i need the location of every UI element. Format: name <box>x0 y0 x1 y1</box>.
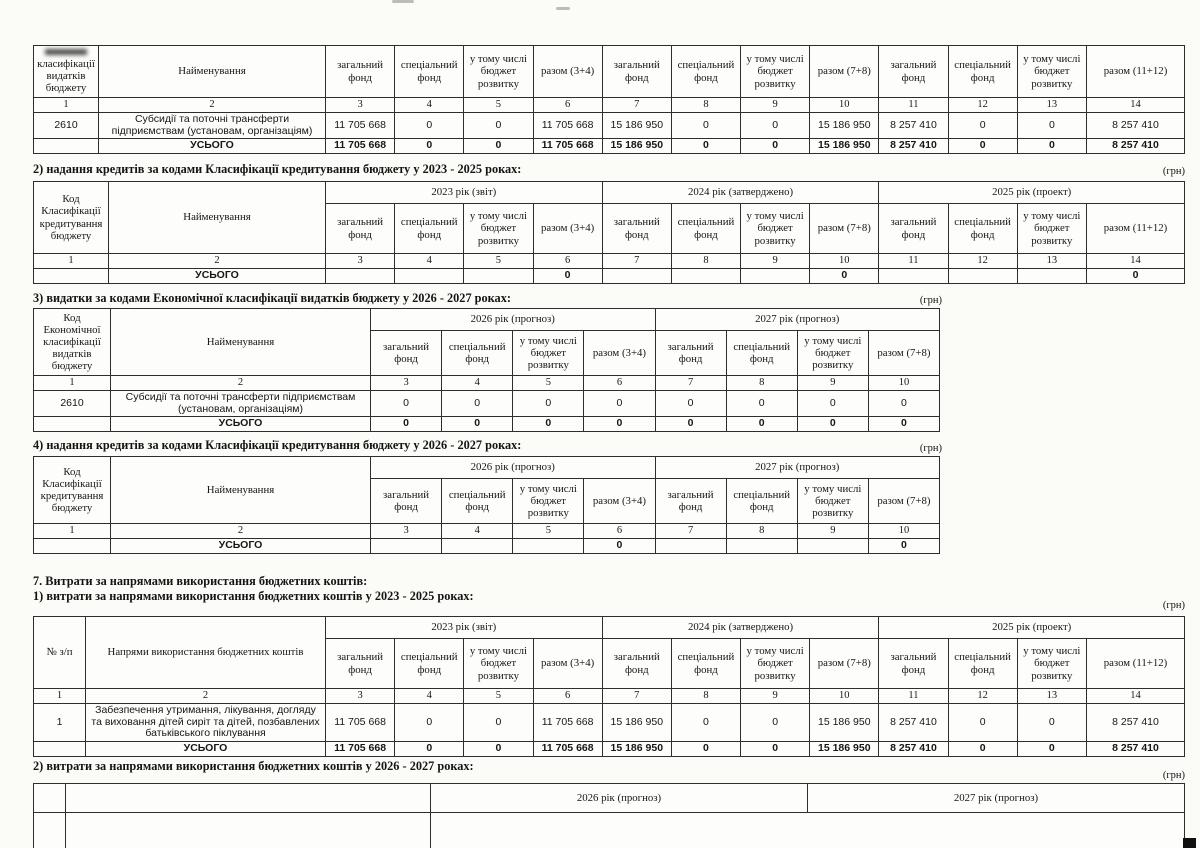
value-cell: 8 257 410 <box>879 112 948 139</box>
column-number: 7 <box>655 376 726 391</box>
column-number: 3 <box>326 254 395 269</box>
column-number: 10 <box>868 524 939 539</box>
total-value: 0 <box>671 139 740 154</box>
total-value: 0 <box>671 742 740 757</box>
total-value: 8 257 410 <box>879 139 948 154</box>
spending-directions-2026-2027-table <box>33 783 1185 848</box>
name-col-header: Найменування <box>99 46 326 98</box>
total-value: 0 <box>513 417 584 432</box>
column-number: 7 <box>655 524 726 539</box>
table-2-container <box>33 181 1185 284</box>
fund-header: спеціальний фонд <box>442 331 513 376</box>
column-number: 14 <box>1086 254 1184 269</box>
value-cell: 0 <box>464 703 533 741</box>
total-value <box>464 268 533 283</box>
total-value <box>741 268 810 283</box>
empty-cell <box>34 417 111 432</box>
column-number: 14 <box>1086 689 1184 704</box>
fund-header: загальний фонд <box>655 479 726 524</box>
total-value: 8 257 410 <box>1086 742 1184 757</box>
currency-note: (грн) <box>919 295 942 306</box>
section-7-2-heading: 2) витрати за напрямами використання бюджетних коштів у 2026 - 2027 роках: <box>33 759 474 773</box>
column-number: 2 <box>111 376 371 391</box>
column-number: 9 <box>741 98 810 113</box>
column-number: 4 <box>395 98 464 113</box>
value-cell: 0 <box>513 390 584 417</box>
column-number: 14 <box>1087 98 1185 113</box>
column-number: 7 <box>602 98 671 113</box>
name-col-header: Найменування <box>109 182 326 254</box>
total-value: 0 <box>868 417 939 432</box>
fund-header: у тому числі бюджет розвитку <box>513 331 584 376</box>
fund-header: спеціальний фонд <box>948 204 1017 254</box>
fund-header: у тому числі бюджет розвитку <box>464 46 533 98</box>
column-number: 3 <box>371 376 442 391</box>
value-cell: 15 186 950 <box>602 703 671 741</box>
column-number: 8 <box>726 376 797 391</box>
total-value: 0 <box>442 417 513 432</box>
fund-header: у тому числі бюджет розвитку <box>1017 204 1086 254</box>
value-cell: 15 186 950 <box>810 703 879 741</box>
column-number: 4 <box>442 376 513 391</box>
column-number: 9 <box>741 254 810 269</box>
total-value: 0 <box>655 417 726 432</box>
fund-header: спеціальний фонд <box>671 204 740 254</box>
fund-header: загальний фонд <box>602 639 671 689</box>
fund-header: разом (3+4) <box>533 204 602 254</box>
total-value: 0 <box>584 417 655 432</box>
credits-classification-2026-2027-table <box>33 456 940 554</box>
fund-header: спеціальний фонд <box>726 331 797 376</box>
column-number: 6 <box>533 689 602 704</box>
fund-header: разом (3+4) <box>533 639 602 689</box>
year-group-header: 2027 рік (прогноз) <box>655 457 940 479</box>
spending-directions-2023-2025-table <box>33 616 1185 757</box>
value-cell: 0 <box>741 112 810 139</box>
year-group-header: 2027 рік (прогноз) <box>655 309 940 331</box>
total-value: 15 186 950 <box>602 742 671 757</box>
name-cell: Забезпечення утримання, лікування, догляду та виховання дітей сиріт та дітей, позбавлених батьківського піклування <box>86 703 326 741</box>
fund-header: у тому числі бюджет розвитку <box>797 479 868 524</box>
column-number: 8 <box>671 98 740 113</box>
year-group-header: 2024 рік (затверджено) <box>602 617 879 639</box>
value-cell: 0 <box>1017 703 1086 741</box>
name-col-header: Напрями використання бюджетних коштів <box>86 617 326 689</box>
fund-header: разом (3+4) <box>584 331 655 376</box>
fund-header: загальний фонд <box>326 639 395 689</box>
value-cell: 0 <box>948 112 1017 139</box>
column-number: 9 <box>797 376 868 391</box>
section-7-heading: 7. Витрати за напрямами використання бюджетних коштів: <box>33 574 368 588</box>
total-value: 0 <box>1086 268 1184 283</box>
fund-header: разом (7+8) <box>868 331 939 376</box>
table-6-container <box>33 783 1185 848</box>
year-group-header: 2026 рік (прогноз) <box>371 457 656 479</box>
total-value: 11 705 668 <box>533 139 602 154</box>
total-value <box>326 268 395 283</box>
fund-header: загальний фонд <box>655 331 726 376</box>
currency-note: (грн) <box>919 443 942 454</box>
value-cell: 11 705 668 <box>533 703 602 741</box>
value-cell: 8 257 410 <box>879 703 948 741</box>
fund-header: разом (7+8) <box>810 639 879 689</box>
fund-header: спеціальний фонд <box>671 46 740 98</box>
fund-header: загальний фонд <box>879 204 948 254</box>
first-col-header: Код Класифікації кредитування бюджету <box>34 457 111 524</box>
section-2-heading: 2) надання кредитів за кодами Класифікації кредитування бюджету у 2023 - 2025 роках: <box>33 162 522 176</box>
currency-note: (грн) <box>1162 770 1185 781</box>
fund-header: спеціальний фонд <box>948 46 1017 98</box>
name-col-header: Найменування <box>111 309 371 376</box>
total-value: 11 705 668 <box>533 742 602 757</box>
year-group-header: 2023 рік (звіт) <box>326 182 603 204</box>
column-number: 12 <box>948 254 1017 269</box>
fund-header: у тому числі бюджет розвитку <box>741 639 810 689</box>
fund-header: у тому числі бюджет розвитку <box>464 204 533 254</box>
table-3-container <box>33 308 940 432</box>
column-number: 5 <box>464 98 533 113</box>
fund-header: загальний фонд <box>602 204 671 254</box>
column-number: 13 <box>1017 98 1086 113</box>
fund-header: загальний фонд <box>371 479 442 524</box>
cut-region <box>431 813 1185 848</box>
value-cell: 0 <box>948 703 1017 741</box>
column-number: 5 <box>513 524 584 539</box>
fund-header: разом (7+8) <box>810 204 879 254</box>
empty-cell <box>34 268 109 283</box>
value-cell: 0 <box>868 390 939 417</box>
code-cell: 1 <box>34 703 86 741</box>
total-label: УСЬОГО <box>111 538 371 553</box>
total-value: 0 <box>464 742 533 757</box>
first-col-header: Код Економічної класифікації видатків бюджету <box>34 309 111 376</box>
total-value: 15 186 950 <box>810 139 879 154</box>
fund-header: разом (7+8) <box>868 479 939 524</box>
first-col-header <box>34 784 66 813</box>
first-col-header: Код Класифікації кредитування бюджету <box>34 182 109 254</box>
column-number: 4 <box>395 689 464 704</box>
scan-artifact <box>556 7 570 10</box>
name-cell: Субсидії та поточні трансферти підприємствам (установам, організаціям) <box>111 390 371 417</box>
column-number: 10 <box>810 689 879 704</box>
column-number: 3 <box>326 689 395 704</box>
column-number: 2 <box>111 524 371 539</box>
column-number: 2 <box>99 98 326 113</box>
value-cell: 0 <box>395 703 464 741</box>
scan-corner-mark <box>1183 838 1196 848</box>
total-value: 0 <box>464 139 533 154</box>
value-cell: 0 <box>584 390 655 417</box>
fund-header: разом (3+4) <box>584 479 655 524</box>
value-cell: 0 <box>671 112 740 139</box>
column-number: 6 <box>584 524 655 539</box>
column-number: 6 <box>584 376 655 391</box>
column-number: 2 <box>109 254 326 269</box>
total-value <box>371 538 442 553</box>
column-number: 3 <box>326 98 395 113</box>
year-group-header: 2027 рік (прогноз) <box>808 784 1185 813</box>
total-value: 0 <box>741 742 810 757</box>
column-number: 13 <box>1017 254 1086 269</box>
scan-artifact <box>392 0 414 3</box>
total-label: УСЬОГО <box>99 139 326 154</box>
total-value <box>948 268 1017 283</box>
fund-header: загальний фонд <box>879 639 948 689</box>
total-value: 0 <box>533 268 602 283</box>
fund-header: загальний фонд <box>602 46 671 98</box>
fund-header: спеціальний фонд <box>442 479 513 524</box>
total-value: 0 <box>1017 742 1086 757</box>
value-cell: 0 <box>371 390 442 417</box>
column-number: 1 <box>34 254 109 269</box>
total-value <box>513 538 584 553</box>
total-value <box>879 268 948 283</box>
total-value <box>726 538 797 553</box>
total-value <box>602 268 671 283</box>
column-number: 9 <box>741 689 810 704</box>
value-cell: 0 <box>741 703 810 741</box>
name-col-header <box>66 784 431 813</box>
total-value <box>671 268 740 283</box>
total-value: 0 <box>741 139 810 154</box>
column-number: 11 <box>879 689 948 704</box>
value-cell: 0 <box>442 390 513 417</box>
column-number: 4 <box>395 254 464 269</box>
total-value <box>442 538 513 553</box>
column-number: 7 <box>602 254 671 269</box>
column-number: 13 <box>1017 689 1086 704</box>
total-value: 0 <box>584 538 655 553</box>
name-col-header: Найменування <box>111 457 371 524</box>
total-value: 15 186 950 <box>810 742 879 757</box>
total-value: 0 <box>948 139 1017 154</box>
column-number: 5 <box>464 689 533 704</box>
column-number: 7 <box>602 689 671 704</box>
fund-header: спеціальний фонд <box>948 639 1017 689</box>
empty-cell <box>34 742 86 757</box>
column-number: 9 <box>797 524 868 539</box>
value-cell: 0 <box>797 390 868 417</box>
column-number: 11 <box>879 98 948 113</box>
column-number: 5 <box>464 254 533 269</box>
fund-header: у тому числі бюджет розвитку <box>741 46 810 98</box>
total-value: 0 <box>1017 139 1086 154</box>
total-value <box>1017 268 1086 283</box>
fund-header: разом (11+12) <box>1086 204 1184 254</box>
column-number: 11 <box>879 254 948 269</box>
column-number: 1 <box>34 376 111 391</box>
code-cell: 2610 <box>34 390 111 417</box>
year-group-header: 2026 рік (прогноз) <box>371 309 656 331</box>
value-cell: 11 705 668 <box>533 112 602 139</box>
fund-header: у тому числі бюджет розвитку <box>1017 639 1086 689</box>
fund-header: спеціальний фонд <box>395 204 464 254</box>
column-number: 8 <box>671 689 740 704</box>
expenditures-economic-classification-2023-2025-table <box>33 45 1185 154</box>
value-cell: 8 257 410 <box>1086 703 1184 741</box>
column-number: 6 <box>533 98 602 113</box>
column-number: 3 <box>371 524 442 539</box>
fund-header: разом (3+4) <box>533 46 602 98</box>
total-value: 0 <box>868 538 939 553</box>
fund-header: спеціальний фонд <box>671 639 740 689</box>
value-cell: 0 <box>671 703 740 741</box>
total-value: 8 257 410 <box>1087 139 1185 154</box>
fund-header: у тому числі бюджет розвитку <box>741 204 810 254</box>
code-cell: 2610 <box>34 112 99 139</box>
year-group-header: 2025 рік (проект) <box>879 182 1185 204</box>
fund-header: загальний фонд <box>326 46 395 98</box>
total-value: 11 705 668 <box>326 742 395 757</box>
first-col-header: класифікації видатків бюджету <box>34 46 99 98</box>
total-value: 0 <box>726 417 797 432</box>
fund-header: разом (11+12) <box>1086 639 1184 689</box>
table-4-container <box>33 456 940 554</box>
fund-header: у тому числі бюджет розвитку <box>464 639 533 689</box>
fund-header: спеціальний фонд <box>726 479 797 524</box>
value-cell: 15 186 950 <box>810 112 879 139</box>
total-value <box>797 538 868 553</box>
value-cell: 0 <box>464 112 533 139</box>
cut-cell <box>66 813 431 848</box>
total-value: 0 <box>395 742 464 757</box>
fund-header: у тому числі бюджет розвитку <box>1017 46 1086 98</box>
empty-cell <box>34 538 111 553</box>
value-cell: 0 <box>726 390 797 417</box>
total-label: УСЬОГО <box>111 417 371 432</box>
fund-header: спеціальний фонд <box>395 46 464 98</box>
cut-cell <box>34 813 66 848</box>
column-number: 12 <box>948 689 1017 704</box>
total-value: 15 186 950 <box>602 139 671 154</box>
table-1-container <box>33 45 1185 154</box>
currency-note: (грн) <box>1162 600 1185 611</box>
total-value: 8 257 410 <box>879 742 948 757</box>
empty-cell <box>34 139 99 154</box>
column-number: 2 <box>86 689 326 704</box>
total-value: 0 <box>371 417 442 432</box>
fund-header: загальний фонд <box>326 204 395 254</box>
column-number: 1 <box>34 524 111 539</box>
fund-header: разом (7+8) <box>810 46 879 98</box>
column-number: 10 <box>868 376 939 391</box>
name-cell: Субсидії та поточні трансферти підприємствам (установам, організаціям) <box>99 112 326 139</box>
year-group-header: 2023 рік (звіт) <box>326 617 603 639</box>
value-cell: 0 <box>655 390 726 417</box>
column-number: 12 <box>948 98 1017 113</box>
total-value: 0 <box>948 742 1017 757</box>
value-cell: 11 705 668 <box>326 112 395 139</box>
value-cell: 0 <box>1017 112 1086 139</box>
total-value: 0 <box>797 417 868 432</box>
total-value: 11 705 668 <box>326 139 395 154</box>
column-number: 6 <box>533 254 602 269</box>
column-number: 8 <box>671 254 740 269</box>
column-number: 1 <box>34 689 86 704</box>
total-label: УСЬОГО <box>86 742 326 757</box>
table-5-container <box>33 616 1185 757</box>
fund-header: спеціальний фонд <box>395 639 464 689</box>
fund-header: загальний фонд <box>879 46 948 98</box>
column-number: 8 <box>726 524 797 539</box>
fund-header: у тому числі бюджет розвитку <box>513 479 584 524</box>
first-col-header: № з/п <box>34 617 86 689</box>
credits-classification-2023-2025-table <box>33 181 1185 284</box>
year-group-header: 2026 рік (прогноз) <box>431 784 808 813</box>
value-cell: 15 186 950 <box>602 112 671 139</box>
column-number: 1 <box>34 98 99 113</box>
column-number: 10 <box>810 254 879 269</box>
column-number: 10 <box>810 98 879 113</box>
fund-header: разом (11+12) <box>1087 46 1185 98</box>
value-cell: 11 705 668 <box>326 703 395 741</box>
section-3-heading: 3) видатки за кодами Економічної класифікації видатків бюджету у 2026 - 2027 роках: <box>33 291 511 305</box>
total-value: 0 <box>810 268 879 283</box>
fund-header: у тому числі бюджет розвитку <box>797 331 868 376</box>
total-label: УСЬОГО <box>109 268 326 283</box>
currency-note: (грн) <box>1162 166 1185 177</box>
total-value: 0 <box>395 139 464 154</box>
fund-header: загальний фонд <box>371 331 442 376</box>
value-cell: 8 257 410 <box>1087 112 1185 139</box>
section-4-heading: 4) надання кредитів за кодами Класифікації кредитування бюджету у 2026 - 2027 роках: <box>33 438 522 452</box>
total-value <box>395 268 464 283</box>
year-group-header: 2024 рік (затверджено) <box>602 182 879 204</box>
column-number: 4 <box>442 524 513 539</box>
total-value <box>655 538 726 553</box>
value-cell: 0 <box>395 112 464 139</box>
column-number: 5 <box>513 376 584 391</box>
section-7-1-heading: 1) витрати за напрямами використання бюджетних коштів у 2023 - 2025 роках: <box>33 589 474 603</box>
expenditures-economic-classification-2026-2027-table <box>33 308 940 432</box>
year-group-header: 2025 рік (проект) <box>879 617 1185 639</box>
